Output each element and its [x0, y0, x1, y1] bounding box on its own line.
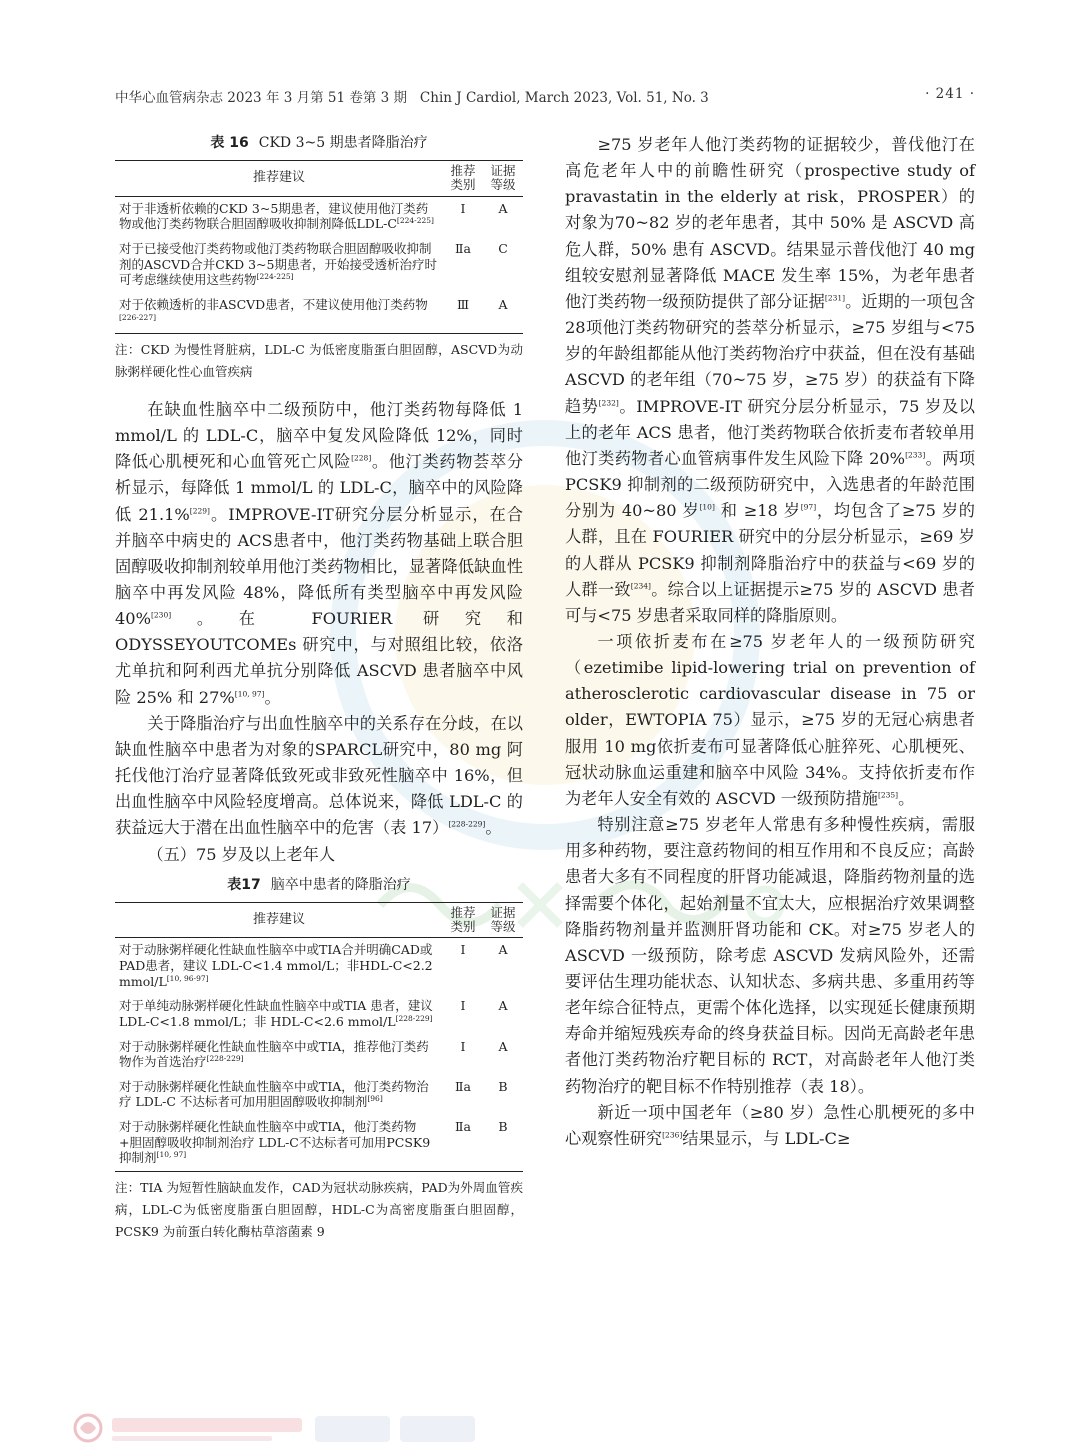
citation: [234] — [630, 581, 651, 591]
rec-text: 对于动脉粥样硬化性缺血性脑卒中或TIA，他汀类药物治疗 LDL-C 不达标者可加用胆固醇吸收抑制剂 — [119, 1078, 429, 1110]
rec-level: C — [498, 241, 508, 256]
rec-class: Ⅰ — [460, 1038, 466, 1054]
left-body — [115, 397, 523, 868]
text-run: 。两项 PCSK9 抑制剂的二级预防研究中，入选患者的年龄范围分别为 40~80 岁 — [565, 448, 976, 521]
rec-class: Ⅲ — [456, 296, 470, 312]
text-run: 一项依折麦布在≥75 岁老年人的一级预防研究（ezetimibe lipid-lowering trial on prevention of atherosclerotic cardiovascular disease in 75 or older，EWTOPIA 75）显示，≥75 岁的无冠心病患者服用 10 mg依折麦布可显著降低心脏猝死、心肌梗死、冠状动脉血运重建和脑卒中风险 34%。支持依折麦布作为老年人安全有效的 ASCVD 一级预防措施 — [565, 631, 975, 808]
paragraph: 特别注意≥75 岁老年人常患有多种慢性疾病，需服用多种药物，要注意药物间的相互作用和不良反应；高龄患者大多有不同程度的肝肾功能减退，降脂药物剂量的选择需要个体化，起始剂量不宜太大，应根据治疗效果调整降脂药物剂量并监测肝肾功能和 CK。对≥75 岁老人的 ASCVD 一级预防，除考虑 ASCVD 发病风险外，还需要评估生理功能状态、认知状态、多病共患、多重用药等老年综合征特点，更需个体化选择，以实现延长健康预期寿命并缩短残疾寿命的终身获益目标。因尚无高龄老年患者他汀类药物治疗靶目标的 RCT，对高龄老年人他汀类药物治疗的靶目标不作特别推荐（表 18）。 — [565, 815, 975, 1096]
text-run: 。IMPROVE-IT 研究分层分析显示，75 岁及以上的老年 ACS 患者，他汀类药物联合依折麦布者较单用他汀类药物者心血管病事件发生风险下降 20% — [565, 396, 975, 468]
rec-class: Ⅱa — [455, 1119, 471, 1135]
citation: [10, 97] — [156, 1150, 187, 1160]
citation: [226-227] — [119, 312, 157, 322]
rec-class: Ⅱa — [455, 1078, 471, 1094]
table17 — [115, 902, 523, 1172]
table16 — [115, 160, 523, 334]
table17-caption — [115, 874, 523, 894]
rec-level: A — [498, 200, 508, 216]
text-run: 关于降脂治疗与出血性脑卒中的关系存在分歧，在以缺血性脑卒中患者为对象的SPARCL研究中，80 mg 阿托伐他汀治疗显著降低致死或非致死性脑卒中 16%，但出血性脑卒中风险轻度增高。总体说来，降低 LDL-C 的获益远大于潜在出血性脑卒中的危害（表 17） — [115, 713, 523, 838]
rec-class: Ⅱa — [455, 241, 471, 256]
table16-header-class: 推荐类别 — [443, 161, 483, 197]
rec-level: A — [498, 998, 508, 1014]
rec-level: B — [498, 1078, 508, 1094]
citation: [233] — [905, 450, 926, 460]
table17-number: 表17 — [227, 876, 261, 893]
citation: [96] — [367, 1094, 383, 1104]
left-column — [115, 132, 523, 1243]
citation: [230] — [150, 610, 172, 620]
rec-text: 对于非透析依赖的CKD 3~5期患者，建议使用他汀类药物或他汀类药物联合胆固醇吸收抑制剂降低LDL-C — [119, 200, 429, 232]
rec-level: B — [498, 1119, 508, 1135]
text-run: 在缺血性脑卒中二级预防中，他汀类药物每降低 1 mmol/L 的 LDL-C，脑卒中复发风险降低 12%，同时降低心肌梗死和心血管死亡风险 — [115, 399, 523, 472]
citation: [228-229] — [448, 819, 486, 829]
paragraph — [115, 711, 523, 842]
text-run: ≥75 岁老年人他汀类药物的证据较少，普伐他汀在高危老年人中的前瞻性研究（prospective study of pravastatin in the elderly at risk，PROSPER）的对象为70~82 岁的老年患者，其中 50% 是 ASCVD 高危人群，50% 患有 ASCVD。结果显示普伐他汀 40 mg 组较安慰剂显著降低 MACE 发生率 15%，为老年患者他汀类药物一级预防提供了部分证据 — [565, 135, 975, 311]
rec-class: Ⅰ — [460, 998, 466, 1014]
publisher-logo — [70, 1408, 490, 1448]
citation: [224-225] — [396, 216, 434, 226]
paragraph — [565, 1100, 975, 1152]
rec-text: 对于动脉粥样硬化性缺血性脑卒中或TIA，他汀类药物+胆固醇吸收抑制剂治疗 LDL-C不达标者可加用PCSK9抑制剂 — [119, 1119, 431, 1166]
paragraph — [565, 132, 975, 629]
text-run: 。综合以上证据提示≥75 岁的 ASCVD 患者可与<75 岁患者采取同样的降脂原则。 — [565, 579, 975, 625]
right-column — [565, 132, 975, 1152]
text-run: 。他汀类药物荟萃分析显示，每降低 1 mmol/L 的 LDL-C，脑卒中的风险降低 21.1% — [115, 452, 524, 524]
rec-class: Ⅰ — [460, 200, 466, 216]
text-run: 。近期的一项包含28项他汀类药物研究的荟萃分析显示，≥75 岁组与<75 岁的年龄组都能从他汀类药物治疗中获益，但在没有基础 ASCVD 的老年组（70~75 岁，≥75 岁）的获益有下降趋势 — [565, 291, 976, 416]
citation: [228-229] — [395, 1013, 433, 1023]
table-row — [115, 1075, 523, 1115]
rec-text: 对于单纯动脉粥样硬化性缺血性脑卒中或TIA 患者，建议 LDL-C<1.8 mmol/L；非 HDL-C<2.6 mmol/L — [119, 998, 433, 1029]
journal-title: 中华心血管病杂志 2023 年 3 月第 51 卷第 3 期 — [115, 90, 408, 106]
section-subheading: （五）75 岁及以上老年人 — [147, 844, 336, 864]
table-row — [115, 293, 523, 334]
citation: [235] — [877, 790, 899, 800]
citation: [10] — [699, 502, 715, 512]
rec-text: 对于已接受他汀类药物或他汀类药物联合胆固醇吸收抑制剂的ASCVD合并CKD 3~5期患者，开始接受透析治疗时可考虑继续使用这些药物 — [119, 241, 437, 288]
text-run: 新近一项中国老年（≥80 岁）急性心肌梗死的多中心观察性研究 — [565, 1102, 975, 1148]
table-row — [115, 994, 523, 1034]
paragraph — [115, 397, 523, 711]
rec-text: 对于动脉粥样硬化性缺血性脑卒中或TIA合并明确CAD或PAD患者，建议 LDL-C<1.4 mmol/L；非HDL-C<2.2 mmol/L — [119, 942, 433, 989]
table16-title: CKD 3~5 期患者降脂治疗 — [258, 135, 428, 151]
rec-class: Ⅰ — [460, 942, 466, 958]
text-run: 。 — [485, 818, 502, 838]
table17-header-class: 推荐类别 — [443, 902, 483, 938]
citation: [97] — [800, 502, 817, 512]
citation: [232] — [598, 398, 619, 408]
rec-text: 对于依赖透析的非ASCVD患者，不建议使用他汀类药物 — [119, 296, 428, 312]
table16-number: 表 16 — [210, 135, 249, 151]
rec-level: A — [498, 942, 508, 958]
rec-level: A — [498, 1038, 508, 1054]
table-row — [115, 196, 523, 237]
table17-header-level: 证据等级 — [483, 902, 523, 938]
citation: [228-229] — [206, 1054, 244, 1064]
table-row — [115, 1035, 523, 1075]
table16-header-rec: 推荐建议 — [115, 161, 443, 197]
running-head — [115, 86, 975, 110]
journal-title-en: Chin J Cardiol, March 2023, Vol. 51, No. 3 — [419, 90, 709, 106]
citation: [10, 97] — [234, 689, 265, 699]
citation: [228] — [351, 453, 372, 463]
table17-title: 脑卒中患者的降脂治疗 — [270, 876, 411, 893]
table16-header-level: 证据等级 — [483, 161, 523, 197]
table16-caption — [115, 132, 523, 152]
table-row — [115, 938, 523, 994]
text-run: 。IMPROVE-IT研究分层分析显示，在合并脑卒中病史的 ACS患者中，他汀类药物基础上联合胆固醇吸收抑制剂较单用他汀类药物相比，显著降低缺血性脑卒中再发风险 48%，降低所有类型脑卒中再发风险 40% — [115, 504, 523, 629]
citation: [229] — [189, 506, 210, 516]
table17-note: 注：TIA 为短暂性脑缺血发作，CAD为冠状动脉疾病，PAD为外周血管疾病，LDL-C为低密度脂蛋白胆固醇，HDL-C为高密度脂蛋白胆固醇，PCSK9 为前蛋白转化酶枯草溶菌素 9 — [115, 1179, 523, 1239]
text-run: ，均包含了≥75 岁的人群，且在 FOURIER 研究中的分层分析显示，≥69 岁的人群从 PCSK9 抑制剂降脂治疗中的获益与<69 岁的人群一致 — [565, 501, 975, 599]
text-run: 和 ≥18 岁 — [714, 501, 801, 521]
citation: [224-225] — [256, 272, 294, 282]
table16-note: 注：CKD 为慢性肾脏病，LDL-C 为低密度脂蛋白胆固醇，ASCVD为动脉粥样硬化性心血管疾病 — [115, 342, 523, 379]
text-run: 。在 FOURIER 研究和 ODYSSEYOUTCOMEs 研究中，与对照组比较，依洛尤单抗和阿利西尤单抗分别降低 ASCVD 患者脑卒中风险 25% 和 27% — [115, 609, 523, 707]
citation: [10, 96-97] — [166, 973, 209, 983]
text-run: 。 — [264, 687, 281, 707]
paragraph — [565, 629, 975, 812]
rec-text: 对于动脉粥样硬化性缺血性脑卒中或TIA，推荐他汀类药物作为首选治疗 — [119, 1038, 429, 1070]
rec-level: A — [498, 296, 508, 312]
table-row — [115, 237, 523, 293]
page-number: · 241 · — [925, 86, 975, 102]
text-run: 结果显示，与 LDL-C≥ — [682, 1128, 851, 1148]
citation: [236] — [662, 1130, 683, 1140]
text-run: 。 — [898, 788, 915, 808]
citation: [231] — [824, 293, 846, 303]
table-row — [115, 1115, 523, 1171]
table17-header-rec: 推荐建议 — [115, 902, 443, 938]
